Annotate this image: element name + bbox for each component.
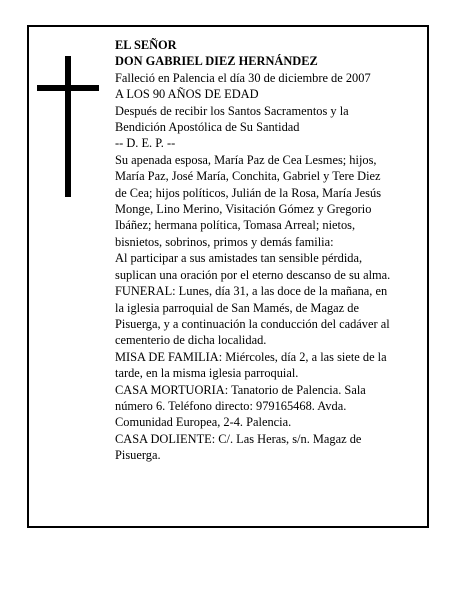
mourning-house-line-1: CASA DOLIENTE: C/. Las Heras, s/n. Magaz de <box>115 431 362 446</box>
family-line-5: Ibáñez; hermana política, Tomasa Arreal; nietos, <box>115 218 356 233</box>
family-line-4: Monge, Lino Merino, Visitación Gómez y Gregorio <box>115 202 372 217</box>
funeral-line-1: FUNERAL: Lunes, día 31, a las doce de la mañana, en <box>115 284 388 299</box>
sacraments-line-2: Bendición Apostólica de Su Santidad <box>115 120 300 135</box>
family-line-3: de Cea; hijos políticos, Julián de la Rosa, María Jesús <box>115 185 382 200</box>
funeral-home-line-3: Comunidad Europea, 2-4. Palencia. <box>115 415 292 430</box>
death-date-line: Falleció en Palencia el día 30 de diciembre de 2007 <box>115 70 371 85</box>
funeral-line-3: Pisuerga, y a continuación la conducción del cadáver al <box>115 316 390 331</box>
funeral-line-2: la iglesia parroquial de San Mamés, de Magaz de <box>115 300 359 315</box>
sacraments-line-1: Después de recibir los Santos Sacramentos y la <box>115 103 349 118</box>
deceased-name: DON GABRIEL DIEZ HERNÁNDEZ <box>115 54 318 69</box>
family-line-2: María Paz, José María, Conchita, Gabriel y Tere Diez <box>115 169 381 184</box>
family-line-6: bisnietos, sobrinos, primos y demás familia: <box>115 234 334 249</box>
cross-horizontal-bar <box>37 85 99 91</box>
family-line-1: Su apenada esposa, María Paz de Cea Lesmes; hijos, <box>115 152 377 167</box>
mourning-house-line-2: Pisuerga. <box>115 448 161 463</box>
age-line: A LOS 90 AÑOS DE EDAD <box>115 87 259 102</box>
funeral-line-4: cementerio de dicha localidad. <box>115 333 267 348</box>
funeral-home-line-1: CASA MORTUORIA: Tanatorio de Palencia. Sala <box>115 382 366 397</box>
request-line-1: Al participar a sus amistades tan sensible pérdida, <box>115 251 363 266</box>
rip-line: -- D. E. P. -- <box>115 136 176 151</box>
funeral-home-line-2: número 6. Teléfono directo: 979165468. Avda. <box>115 398 347 413</box>
notice-title: EL SEÑOR <box>115 38 177 52</box>
obituary-text <box>115 37 421 464</box>
request-line-2: suplican una oración por el eterno descanso de su alma. <box>115 267 391 282</box>
cross-vertical-bar <box>65 56 71 197</box>
family-mass-line-1: MISA DE FAMILIA: Miércoles, día 2, a las siete de la <box>115 349 387 364</box>
family-mass-line-2: tarde, en la misma iglesia parroquial. <box>115 366 299 381</box>
